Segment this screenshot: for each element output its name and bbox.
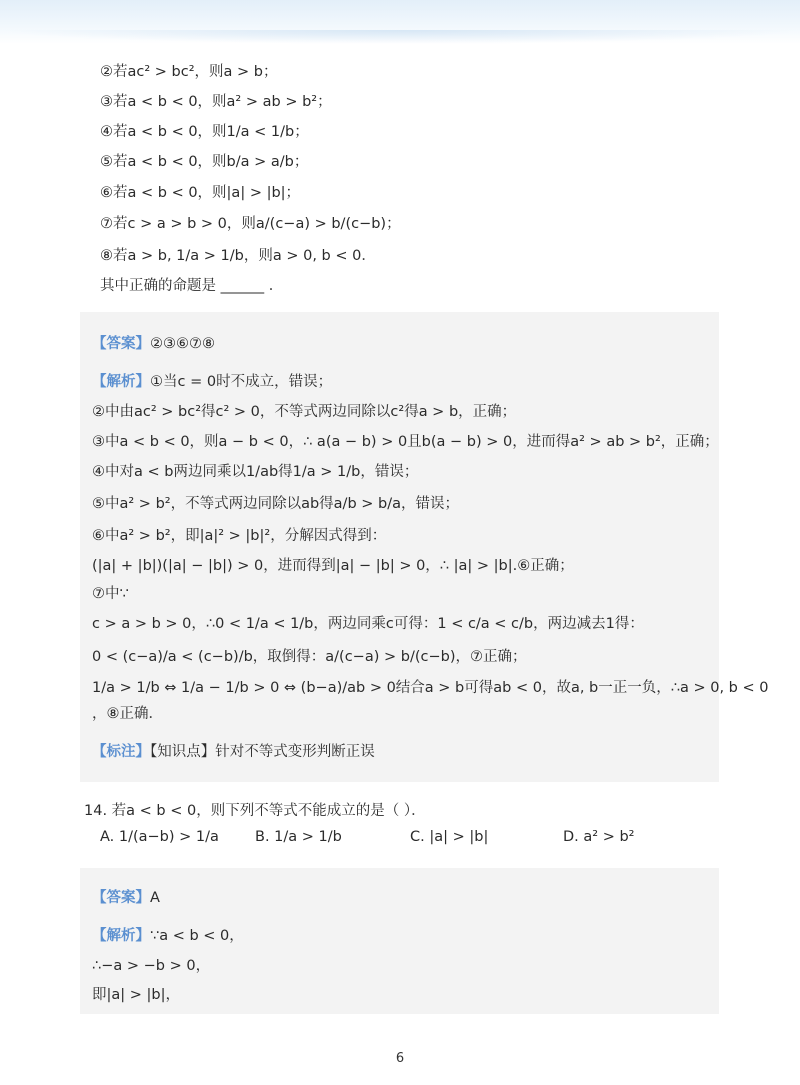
analysis2-line-2: ∴−a > −b > 0，: [92, 958, 211, 974]
analysis-line-5: ⑤中a² > b²，不等式两边同除以ab得a/b > b/a，错误；: [92, 496, 459, 512]
choice-c: C. |a| > |b|: [410, 829, 489, 845]
answer-tag-2: 【答案】: [92, 890, 150, 906]
analysis-line-1: [92, 372, 332, 392]
analysis2-text: ∵a < b < 0，: [150, 928, 244, 944]
proposition-4: ④若a < b < 0，则1/a < 1/b；: [100, 124, 309, 140]
analysis-line-3: ③中a < b < 0，则a − b < 0，∴ a(a − b) > 0且b(a − b) > 0，进而得a² > ab > b²，正确；: [92, 434, 719, 450]
analysis-line-6: ⑥中a² > b²，即|a|² > |b|²，分解因式得到：: [92, 528, 387, 544]
analysis2-line-1: [92, 926, 244, 946]
note-row: [92, 742, 375, 762]
answer-panel-2: [80, 868, 719, 1014]
choice-a: A. 1/(a−b) > 1/a: [100, 829, 219, 845]
analysis-line-7: (|a| + |b|)(|a| − |b|) > 0，进而得到|a| − |b| > 0，∴ |a| > |b|.⑥正确；: [92, 558, 574, 574]
answer-row-1: [92, 334, 215, 354]
question-prompt: 其中正确的命题是 ______ ．: [100, 278, 284, 294]
analysis-tag: 【解析】: [92, 374, 150, 390]
analysis-line-11: 1/a > 1/b ⇔ 1/a − 1/b > 0 ⇔ (b−a)/ab > 0结合a > b可得ab < 0，故a, b一正一负，∴a > 0, b < 0: [92, 680, 769, 696]
analysis-line-9: c > a > b > 0，∴0 < 1/a < 1/b，两边同乘c可得：1 < c/a < c/b，两边减去1得：: [92, 616, 644, 632]
choice-d: D. a² > b²: [563, 829, 635, 845]
analysis2-line-3: 即|a| > |b|，: [92, 987, 180, 1003]
question-14-stem: 14. 若a < b < 0，则下列不等式不能成立的是（ ）．: [84, 803, 426, 819]
analysis-line-10: 0 < (c−a)/a < (c−b)/b，取倒得：a/(c−a) > b/(c−b)，⑦正确；: [92, 649, 527, 665]
note-tag: 【标注】: [92, 744, 150, 760]
analysis-line-12: ，⑧正确．: [92, 706, 163, 722]
analysis-line-4: ④中对a < b两边同乘以1/ab得1/a > 1/b，错误；: [92, 464, 419, 480]
analysis-line-2: ②中由ac² > bc²得c² > 0，不等式两边同除以c²得a > b，正确；: [92, 404, 517, 420]
proposition-8: ⑧若a > b, 1/a > 1/b，则a > 0, b < 0．: [100, 248, 376, 264]
proposition-3: ③若a < b < 0，则a² > ab > b²；: [100, 94, 332, 110]
choice-b: B. 1/a > 1/b: [255, 829, 342, 845]
analysis-line-8: ⑦中∵: [92, 586, 129, 602]
proposition-2: ②若ac² > bc²，则a > b；: [100, 64, 278, 80]
answer-tag: 【答案】: [92, 336, 150, 352]
answer-value: ②③⑥⑦⑧: [150, 336, 215, 352]
page-number: 6: [395, 1051, 405, 1066]
analysis-text: ①当c = 0时不成立，错误；: [150, 374, 333, 390]
answer-row-2: [92, 888, 160, 908]
analysis-tag-2: 【解析】: [92, 928, 150, 944]
note-value: 【知识点】针对不等式变形判断正误: [150, 744, 375, 760]
proposition-7: ⑦若c > a > b > 0，则a/(c−a) > b/(c−b)；: [100, 216, 401, 232]
proposition-5: ⑤若a < b < 0，则b/a > a/b；: [100, 154, 309, 170]
answer-panel-1: [80, 312, 769, 782]
proposition-6: ⑥若a < b < 0，则|a| > |b|；: [100, 185, 301, 201]
answer-value-2: A: [150, 890, 160, 906]
